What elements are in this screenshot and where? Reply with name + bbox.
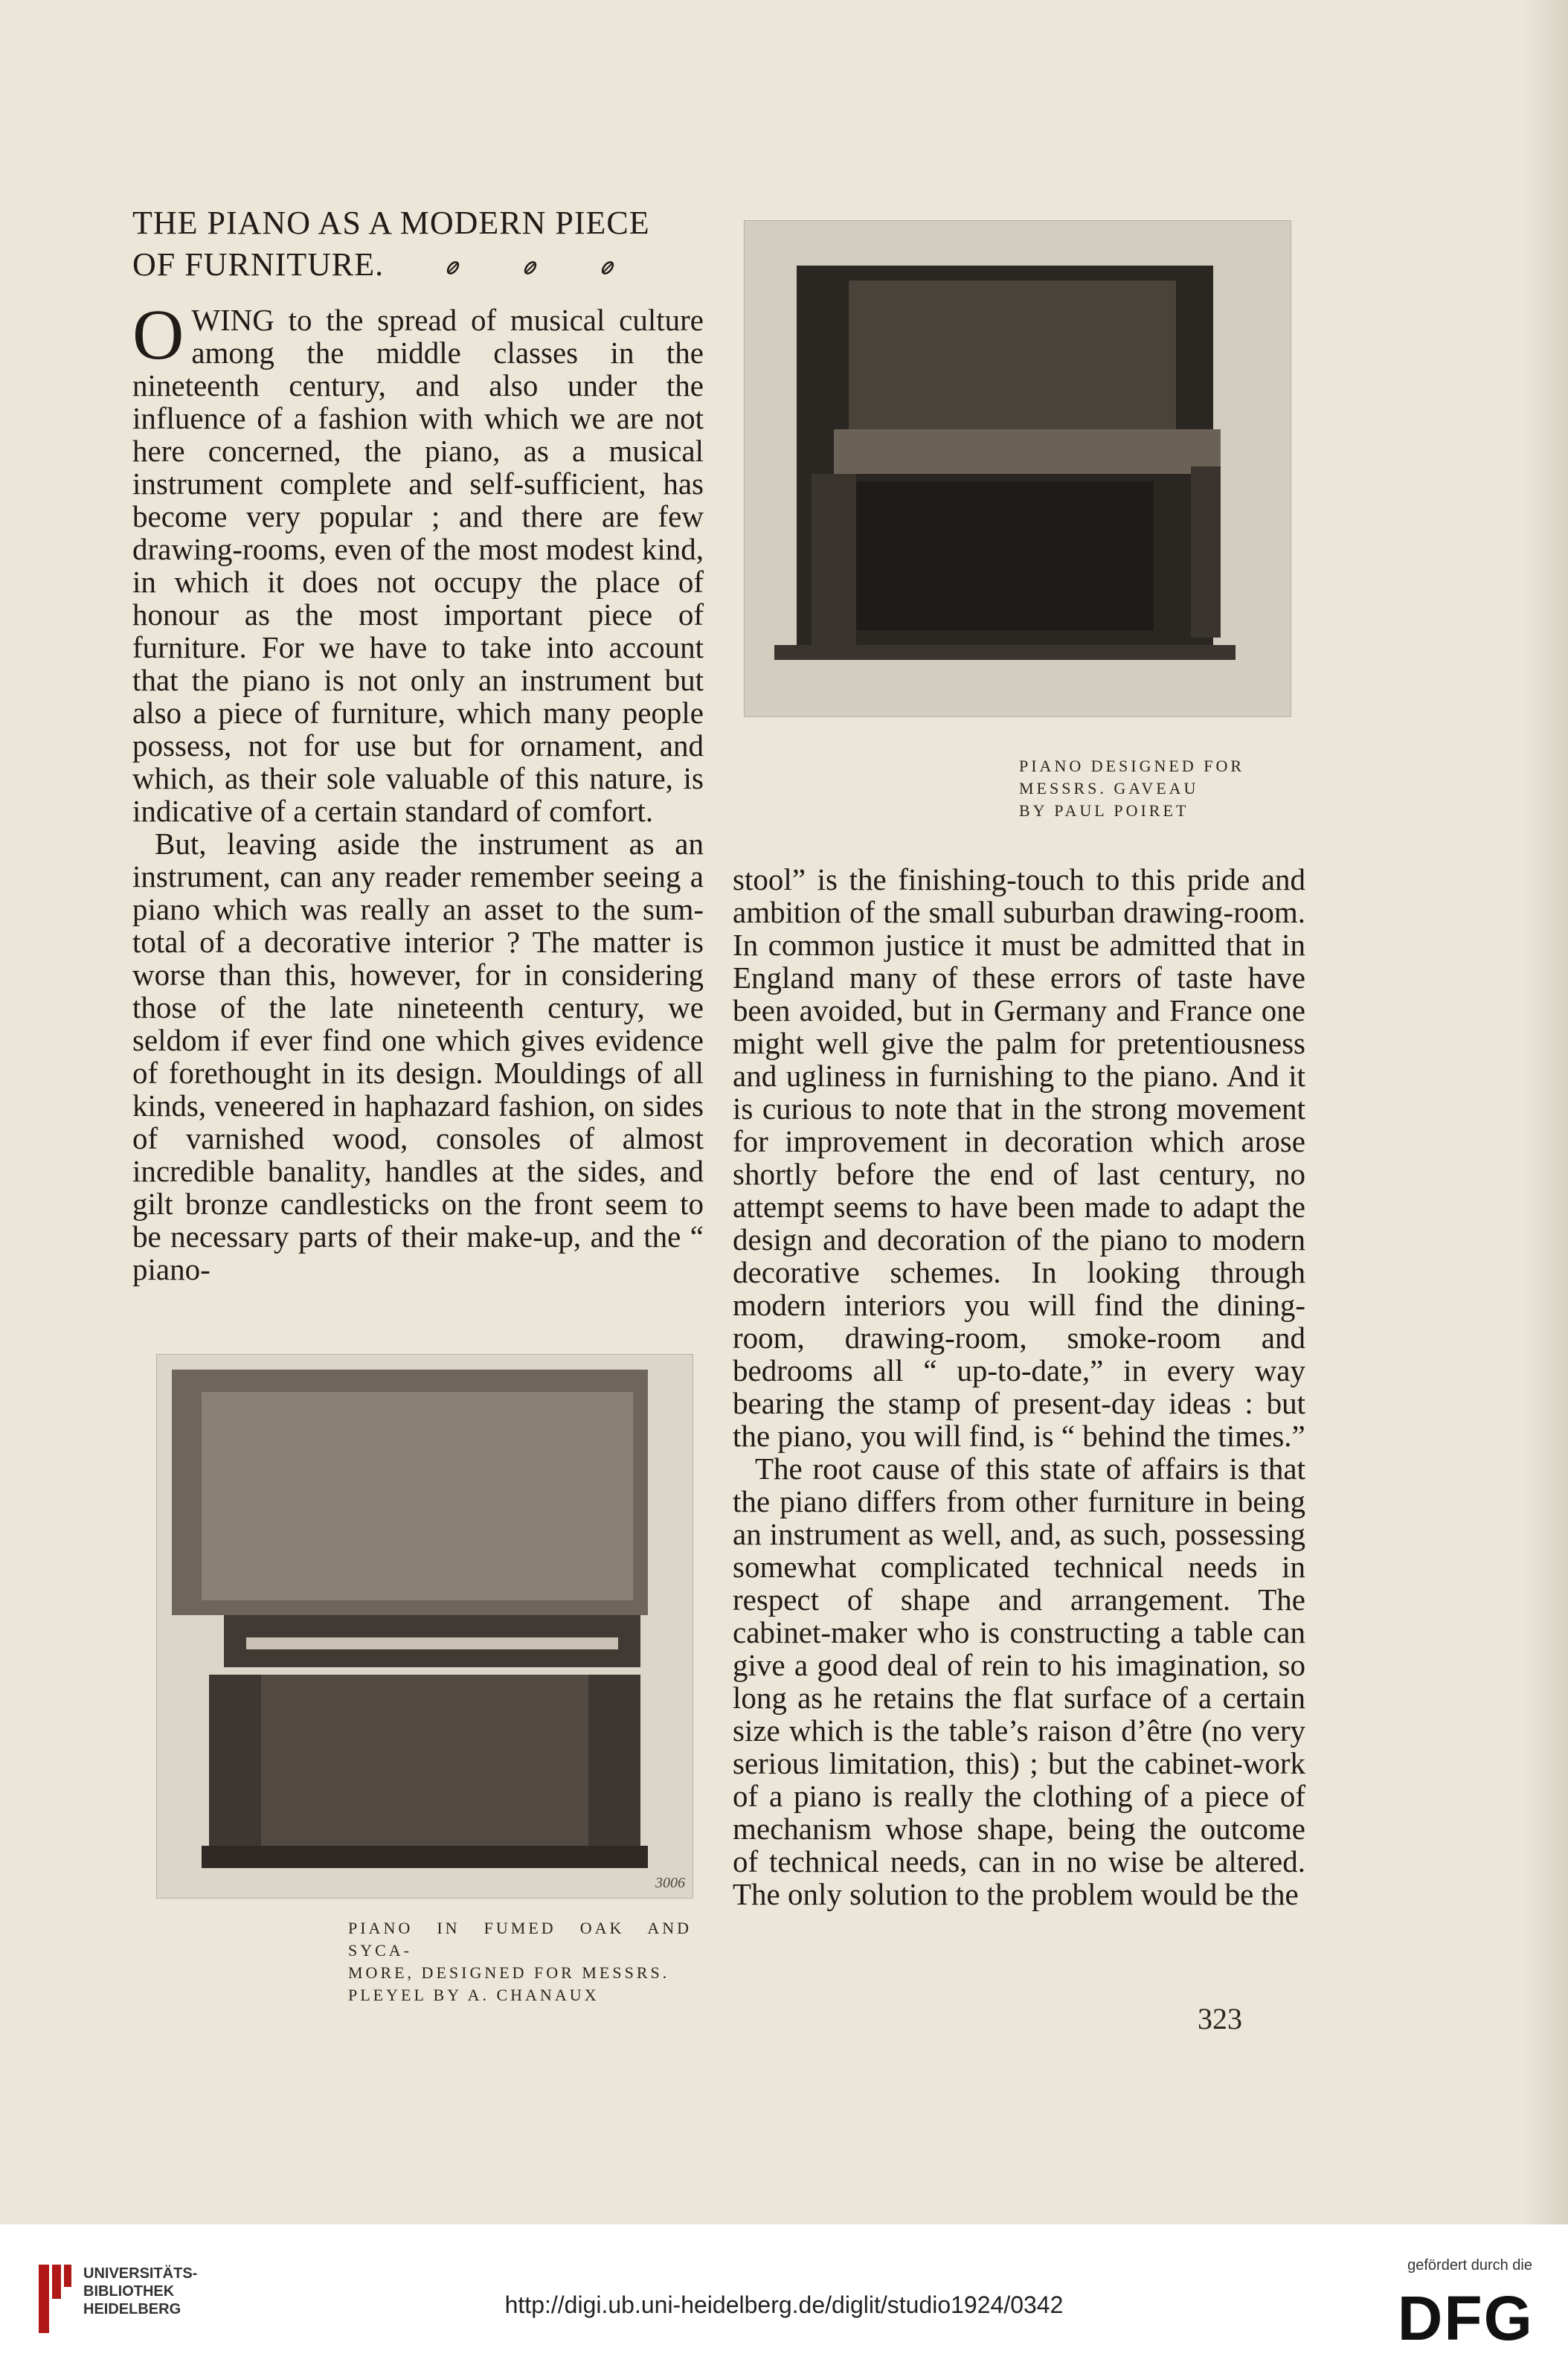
left-column-text <box>132 295 704 1286</box>
gaveau-piano-illustration <box>745 221 1291 716</box>
paragraph-2: But, leaving aside the instrument as an instrument, can any reader remember seeing a piano which was really an asset to the sum-total of a decorative interior ? The matter is worse than this, however, for in considering those of the late nineteenth century, we seldom if ever find one which gives evidence of forethought in its design. Mouldings of all kinds, veneered in haphazard fashion, on sides of varnished wood, consoles of almost incredible banality, handles at the sides, and gilt bronze candlesticks on the front seem to be necessary parts of their make-up, and the “ piano- <box>132 827 704 1286</box>
pleyel-piano-illustration <box>157 1355 693 1898</box>
caption-gaveau-line-2: MESSRS. GAVEAU <box>1019 779 1199 798</box>
dfg-logo: DFG <box>1397 2283 1534 2353</box>
caption-gaveau-line-1: PIANO DESIGNED FOR <box>1019 757 1245 775</box>
leaf-ornament-icon <box>522 260 539 276</box>
paragraph-1 <box>132 295 704 828</box>
drop-cap: O <box>132 295 184 374</box>
caption-pleyel-line-2: MORE, DESIGNED FOR MESSRS. <box>348 1963 670 1982</box>
caption-pleyel-line-1: PIANO IN FUMED OAK AND SYCA- <box>348 1919 692 1960</box>
caption-pleyel-line-3: PLEYEL BY A. CHANAUX <box>348 1986 600 2004</box>
leaf-ornament-icon <box>600 260 616 276</box>
institution-line-2: BIBLIOTHEK <box>83 2283 175 2300</box>
caption-gaveau-piano <box>1019 755 1290 822</box>
photo-gaveau-piano <box>744 220 1291 717</box>
paragraph-1-text: WING to the spread of musical culture among the middle classes in the nineteenth century, and also under the influence of a fashion with which we are not here concerned, the piano, as a musical instrument complete and self-sufficient, has become very popular ; and there are few drawing-rooms, even of the most modest kind, in which it does not occupy the place of honour as the most important piece of furniture. For we have to take into account that the piano is not only an instrument but also a piece of furniture, which many people possess, not for use but for ornament, and which, as their sole valuable of this nature, is indicative of a certain standard of comfort. <box>132 303 704 828</box>
institution-line-3: HEIDELBERG <box>83 2301 181 2317</box>
leaf-ornament-icon <box>445 260 461 276</box>
caption-gaveau-line-3: BY PAUL POIRET <box>1019 801 1189 820</box>
photo-pleyel-piano <box>156 1354 693 1899</box>
digitization-footer <box>0 2224 1568 2371</box>
article-heading <box>132 202 711 286</box>
funded-by-label: gefördert durch die <box>1407 2257 1532 2274</box>
heading-line-1: THE PIANO AS A MODERN PIECE <box>132 205 650 241</box>
heading-line-2: OF FURNITURE. <box>132 246 385 283</box>
caption-pleyel-piano <box>348 1917 692 2006</box>
heading-line-2-row <box>132 244 711 286</box>
digitization-url-link[interactable]: http://digi.ub.uni-heidelberg.de/diglit/studio1924/0342 <box>504 2291 1064 2318</box>
institution-line-1: UNIVERSITÄTS- <box>83 2265 198 2282</box>
paragraph-4: The root cause of this state of affairs is that the piano differs from other furniture in being an instrument as well, and, as such, possessing somewhat complicated technical needs in respect of shape and arrangement. The cabinet-maker who is constructing a table can give a good deal of rein to his imagination, so long as he retains the flat surface of a certain size which is the table’s raison d’être (no very serious limitation, this) ; but the cabinet-work of a piano is really the clothing of a piece of mechanism whose shape, being the outcome of technical needs, can in no wise be altered. The only solution to the problem would be the <box>733 1451 1305 1911</box>
paragraph-3: stool” is the finishing-touch to this pride and ambition of the small suburban drawing-room. In common justice it must be admitted that in England many of these errors of taste have been avoided, but in Germany and France one might well give the palm for pretentiousness and ugliness in furnishing to the piano. And it is curious to note that in the strong movement for improvement in decoration which arose shortly before the end of last century, no attempt seems to have been made to adapt the design and decoration of the piano to modern decorative schemes. In looking through modern interiors you will find the dining-room, drawing-room, smoke-room and bedrooms all “ up-to-date,” in every way bearing the stamp of present-day ideas : but the piano, you will find, is “ behind the times.” <box>733 862 1305 1453</box>
page-edge-shade <box>1523 0 1568 2224</box>
photo-archive-mark: 3006 <box>655 1875 685 1891</box>
page-number: 323 <box>1198 2002 1242 2035</box>
right-column-text <box>733 863 1305 1910</box>
